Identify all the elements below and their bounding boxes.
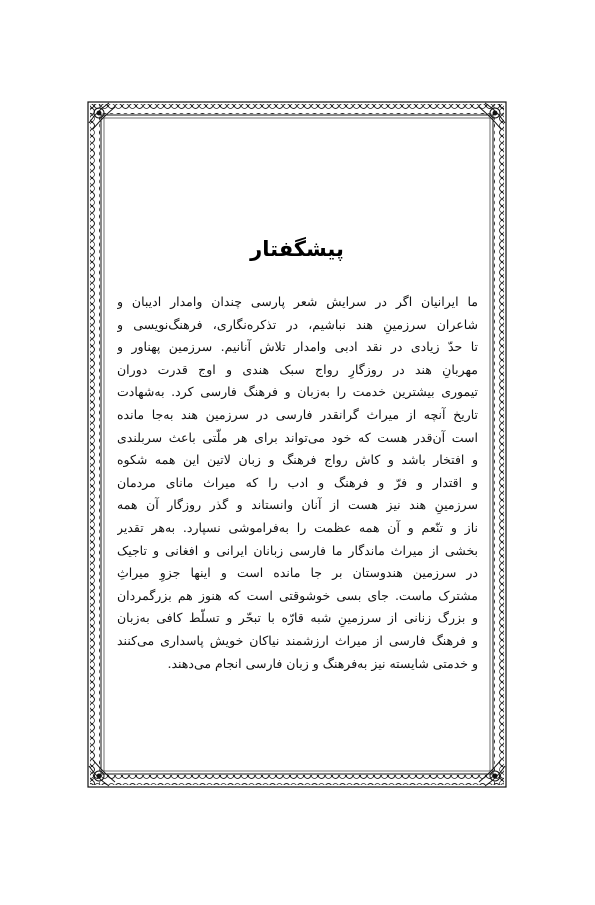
paragraph-line: بخشی از میراث ماندگار ما فارسی زبانان ایرانی و افغانی و تاجیک bbox=[117, 542, 478, 558]
paragraph-line: است آن‌قدر هست که خود می‌تواند برای هر ملّتی باعث سربلندی bbox=[117, 429, 478, 445]
page-title: پیشگفتار bbox=[250, 237, 344, 261]
paragraph-line: در سرزمین هندوستان بر جا مانده است و اینها جزوِ میراثِ bbox=[117, 565, 478, 581]
paragraph-line: و فرهنگ فارسی از میراث ارزشمند نیاکان خویش پاسداری می‌کنند bbox=[117, 632, 478, 648]
paragraph-line: تاریخ آنچه از میراث گرانقدر فارسی در سرزمین هند به‌جا مانده bbox=[117, 406, 478, 422]
body-paragraph bbox=[117, 291, 478, 675]
paragraph-line: و اقتدار و فرّ و فرهنگ و ادب را که میراث مانای مردمان bbox=[117, 474, 478, 490]
paragraph-line: مهربانِ هند در روزگارِ رواج سبک هندی و اوج قدرت دوران bbox=[117, 361, 478, 377]
ornamental-frame bbox=[87, 101, 507, 788]
paragraph-line: ما ایرانیان اگر در سرایش شعر پارسی چندان وامدار ادیبان و bbox=[117, 294, 478, 309]
paragraph-line: و افتخار باشد و کاش رواج فرهنگ و زبان لاتین این همه شکوه bbox=[117, 452, 478, 468]
paragraph-line: سرزمینِ هند نیز هست از آنان وانستاند و گذر روزگار آن همه bbox=[117, 497, 478, 513]
paragraph-line: و خدمتی شایسته نیز به‌فرهنگ و زبان فارسی انجام می‌دهند. bbox=[167, 655, 478, 671]
paragraph-line: تا حدّ زیادی در نقد ادبی وامدار تلاش آنانیم. سرزمین پهناور و bbox=[117, 339, 478, 355]
paragraph-line: ناز و تنّعم و آن همه عظمت را به‌فراموشی نسپارد. به‌هر تقدیر bbox=[117, 519, 478, 535]
paragraph-line: شاعران سرزمینِ هند نباشیم، در تذکره‌نگاری، فرهنگ‌نویسی و bbox=[117, 316, 478, 332]
paragraph-line: مشترک ماست. جای بسی خوشوقتی است که هنوز هم بزرگمردان bbox=[117, 587, 478, 603]
paragraph-line: تیموری بیشترین خدمت را به‌زبان و فرهنگ فارسی کرد. به‌شهادت bbox=[117, 384, 478, 400]
paragraph-line: و بزرگ زنانی از سرزمینِ شبه قارّه با تبحّر و تسلّط کافی به‌زبان bbox=[117, 610, 478, 626]
